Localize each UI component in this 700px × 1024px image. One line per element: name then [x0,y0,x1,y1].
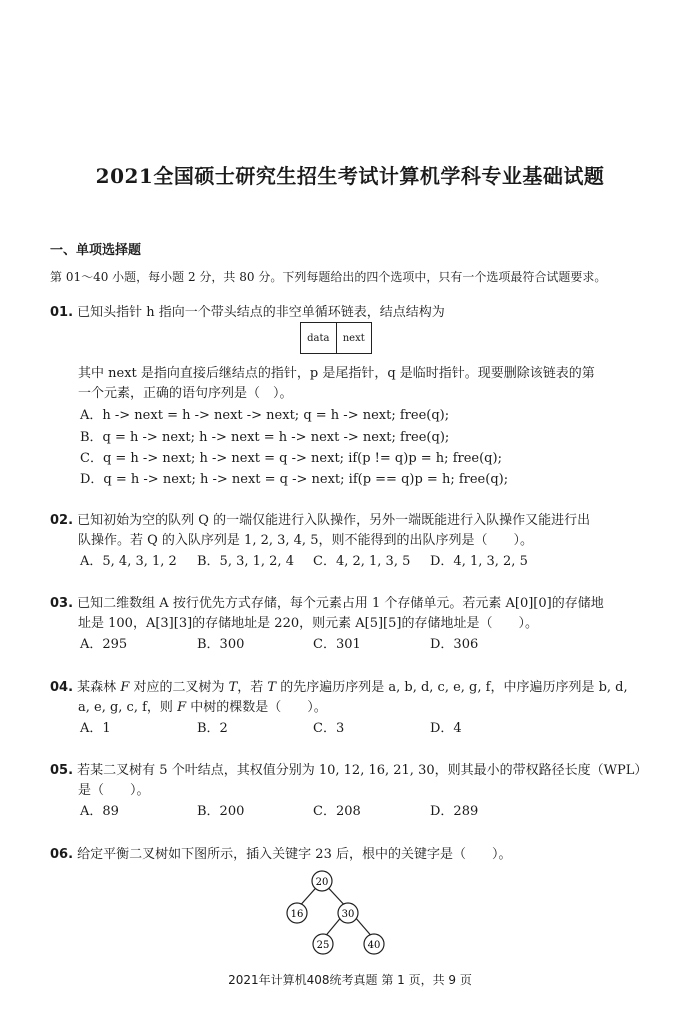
forest-var: F [177,700,187,715]
question-number: 06. [50,847,74,862]
tree-node-label: 40 [367,940,381,951]
option-d: D．q = h -> next; h -> next = q -> next; if(p == q)p = h; free(q); [80,472,509,487]
question-number: 02. [50,513,74,528]
tree-var: T [267,680,277,695]
option-a: A．295 [80,637,128,652]
option-d: D．4, 1, 3, 2, 5 [430,554,528,569]
option-b: B．2 [197,721,228,736]
option-a: A．1 [80,721,111,736]
forest-var: F [120,680,130,695]
question-text: 已知初始为空的队列 Q 的一端仅能进行入队操作，另外一端既能进行入队操作又能进行出 [77,513,591,528]
page-title: 2021全国硕士研究生招生考试计算机学科专业基础试题 [95,164,605,188]
question-number: 05. [50,763,74,778]
option-b: B．300 [197,637,245,652]
option-a: A．5, 4, 3, 1, 2 [80,554,177,569]
option-c: C．3 [313,721,345,736]
option-a: A．89 [80,804,119,819]
question-text-line: 一个元素，正确的语句序列是（ ）。 [78,386,293,401]
option-c: C．301 [313,637,361,652]
question-number: 03. [50,596,74,611]
option-d: D．306 [430,637,479,652]
question-text-line: 队操作。若 Q 的入队序列是 1, 2, 3, 4, 5，则不能得到的出队序列是（ ）。 [78,533,533,548]
section-heading: 一、单项选择题 [50,243,142,258]
question-text: 已知二维数组 A 按行优先方式存储，每个元素占用 1 个存储单元。若元素 A[0][0]的存储地 [77,596,604,611]
question-number: 01. [50,305,74,320]
question-text-line: a, e, g, c, f，则 F 中树的棵数是（ ）。 [78,700,327,715]
avl-tree-diagram [270,865,400,960]
question-number: 04. [50,680,74,695]
question-text: 给定平衡二叉树如下图所示，插入关键字 23 后，根中的关键字是（ ）。 [77,847,512,862]
page-footer: 2021年计算机408统考真题 第 1 页，共 9 页 [228,973,472,987]
option-c: C．208 [313,804,361,819]
tree-var: T [228,680,238,695]
option-b: B．q = h -> next; h -> next = h -> next -> next; free(q); [80,430,450,445]
question-text: 某森林 [77,680,121,695]
node-field-next: next [342,332,365,344]
option-d: D．4 [430,721,462,736]
option-c: C．4, 2, 1, 3, 5 [313,554,411,569]
node-structure-diagram [300,322,372,354]
question-text-line: 是（ ）。 [78,783,150,798]
tree-node-label: 30 [341,909,355,920]
tree-node-label: 25 [316,940,330,951]
option-c: C．q = h -> next; h -> next = q -> next; if(p != q)p = h; free(q); [80,451,502,466]
question-text: 已知头指针 h 指向一个带头结点的非空单循环链表，结点结构为 [77,305,445,320]
tree-node-label: 16 [290,909,304,920]
option-d: D．289 [430,804,479,819]
option-b: B．5, 3, 1, 2, 4 [197,554,294,569]
tree-node-label: 20 [315,877,329,888]
option-b: B．200 [197,804,245,819]
node-field-data: data [301,323,337,353]
option-a: A．h -> next = h -> next -> next; q = h -> next; free(q); [80,408,450,423]
question-text-line: 址是 100，A[3][3]的存储地址是 220，则元素 A[5][5]的存储地址是（ ）。 [78,616,538,631]
question-text-line: 其中 next 是指向直接后继结点的指针，p 是尾指针，q 是临时指针。现要删除该链表的第 [78,366,595,381]
section-instruction: 第 01～40 小题，每小题 2 分，共 80 分。下列每题给出的四个选项中，只有一个选项最符合试题要求。 [50,270,607,284]
question-text: 若某二叉树有 5 个叶结点，其权值分别为 10, 12, 16, 21, 30，则其最小的带权路径长度（WPL） [77,763,648,778]
